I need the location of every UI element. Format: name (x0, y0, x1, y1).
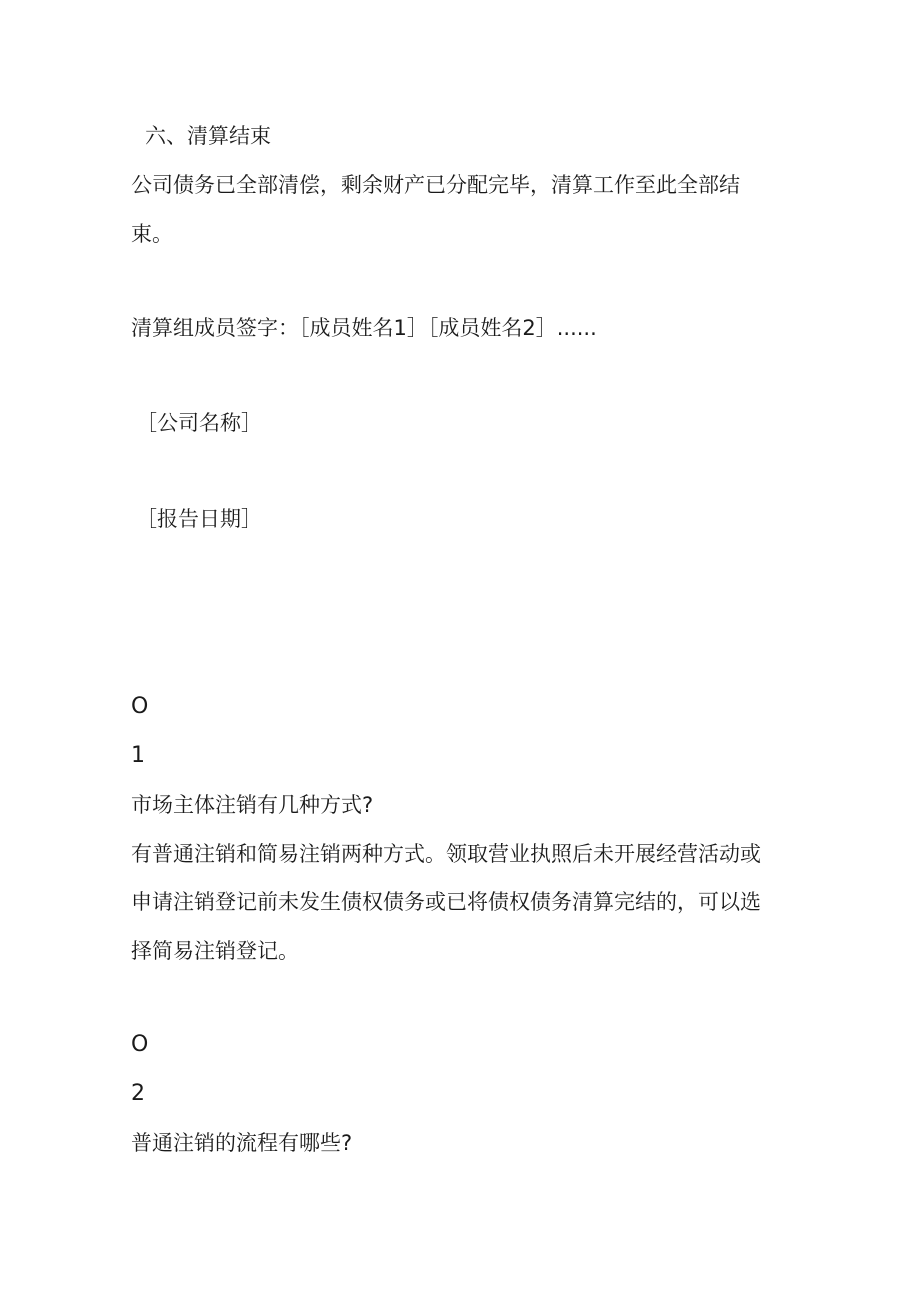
faq-answer-1-line-3: 择简易注销登记。 (131, 939, 299, 963)
faq-marker-2: O (131, 1032, 149, 1057)
faq-question-2: 普通注销的流程有哪些? (131, 1131, 353, 1155)
section-heading: 六、清算结束 (145, 124, 271, 148)
section-body-line-1: 公司债务已全部清偿，剩余财产已分配完毕，清算工作至此全部结 (131, 173, 740, 197)
faq-number-1: 1 (131, 743, 145, 768)
section-body-line-2: 束。 (131, 222, 173, 246)
faq-number-2: 2 (131, 1081, 145, 1106)
report-date-placeholder: ［报告日期］ (136, 507, 262, 531)
faq-answer-1-line-1: 有普通注销和简易注销两种方式。领取营业执照后未开展经营活动或 (131, 842, 761, 866)
faq-answer-1-line-2: 申请注销登记前未发生债权债务或已将债权债务清算完结的，可以选 (131, 890, 761, 914)
faq-marker-1: O (131, 694, 149, 719)
faq-question-1: 市场主体注销有几种方式? (131, 793, 374, 817)
company-name-placeholder: ［公司名称］ (136, 411, 262, 435)
signature-line: 清算组成员签字：［成员姓名1］［成员姓名2］...... (131, 316, 597, 340)
